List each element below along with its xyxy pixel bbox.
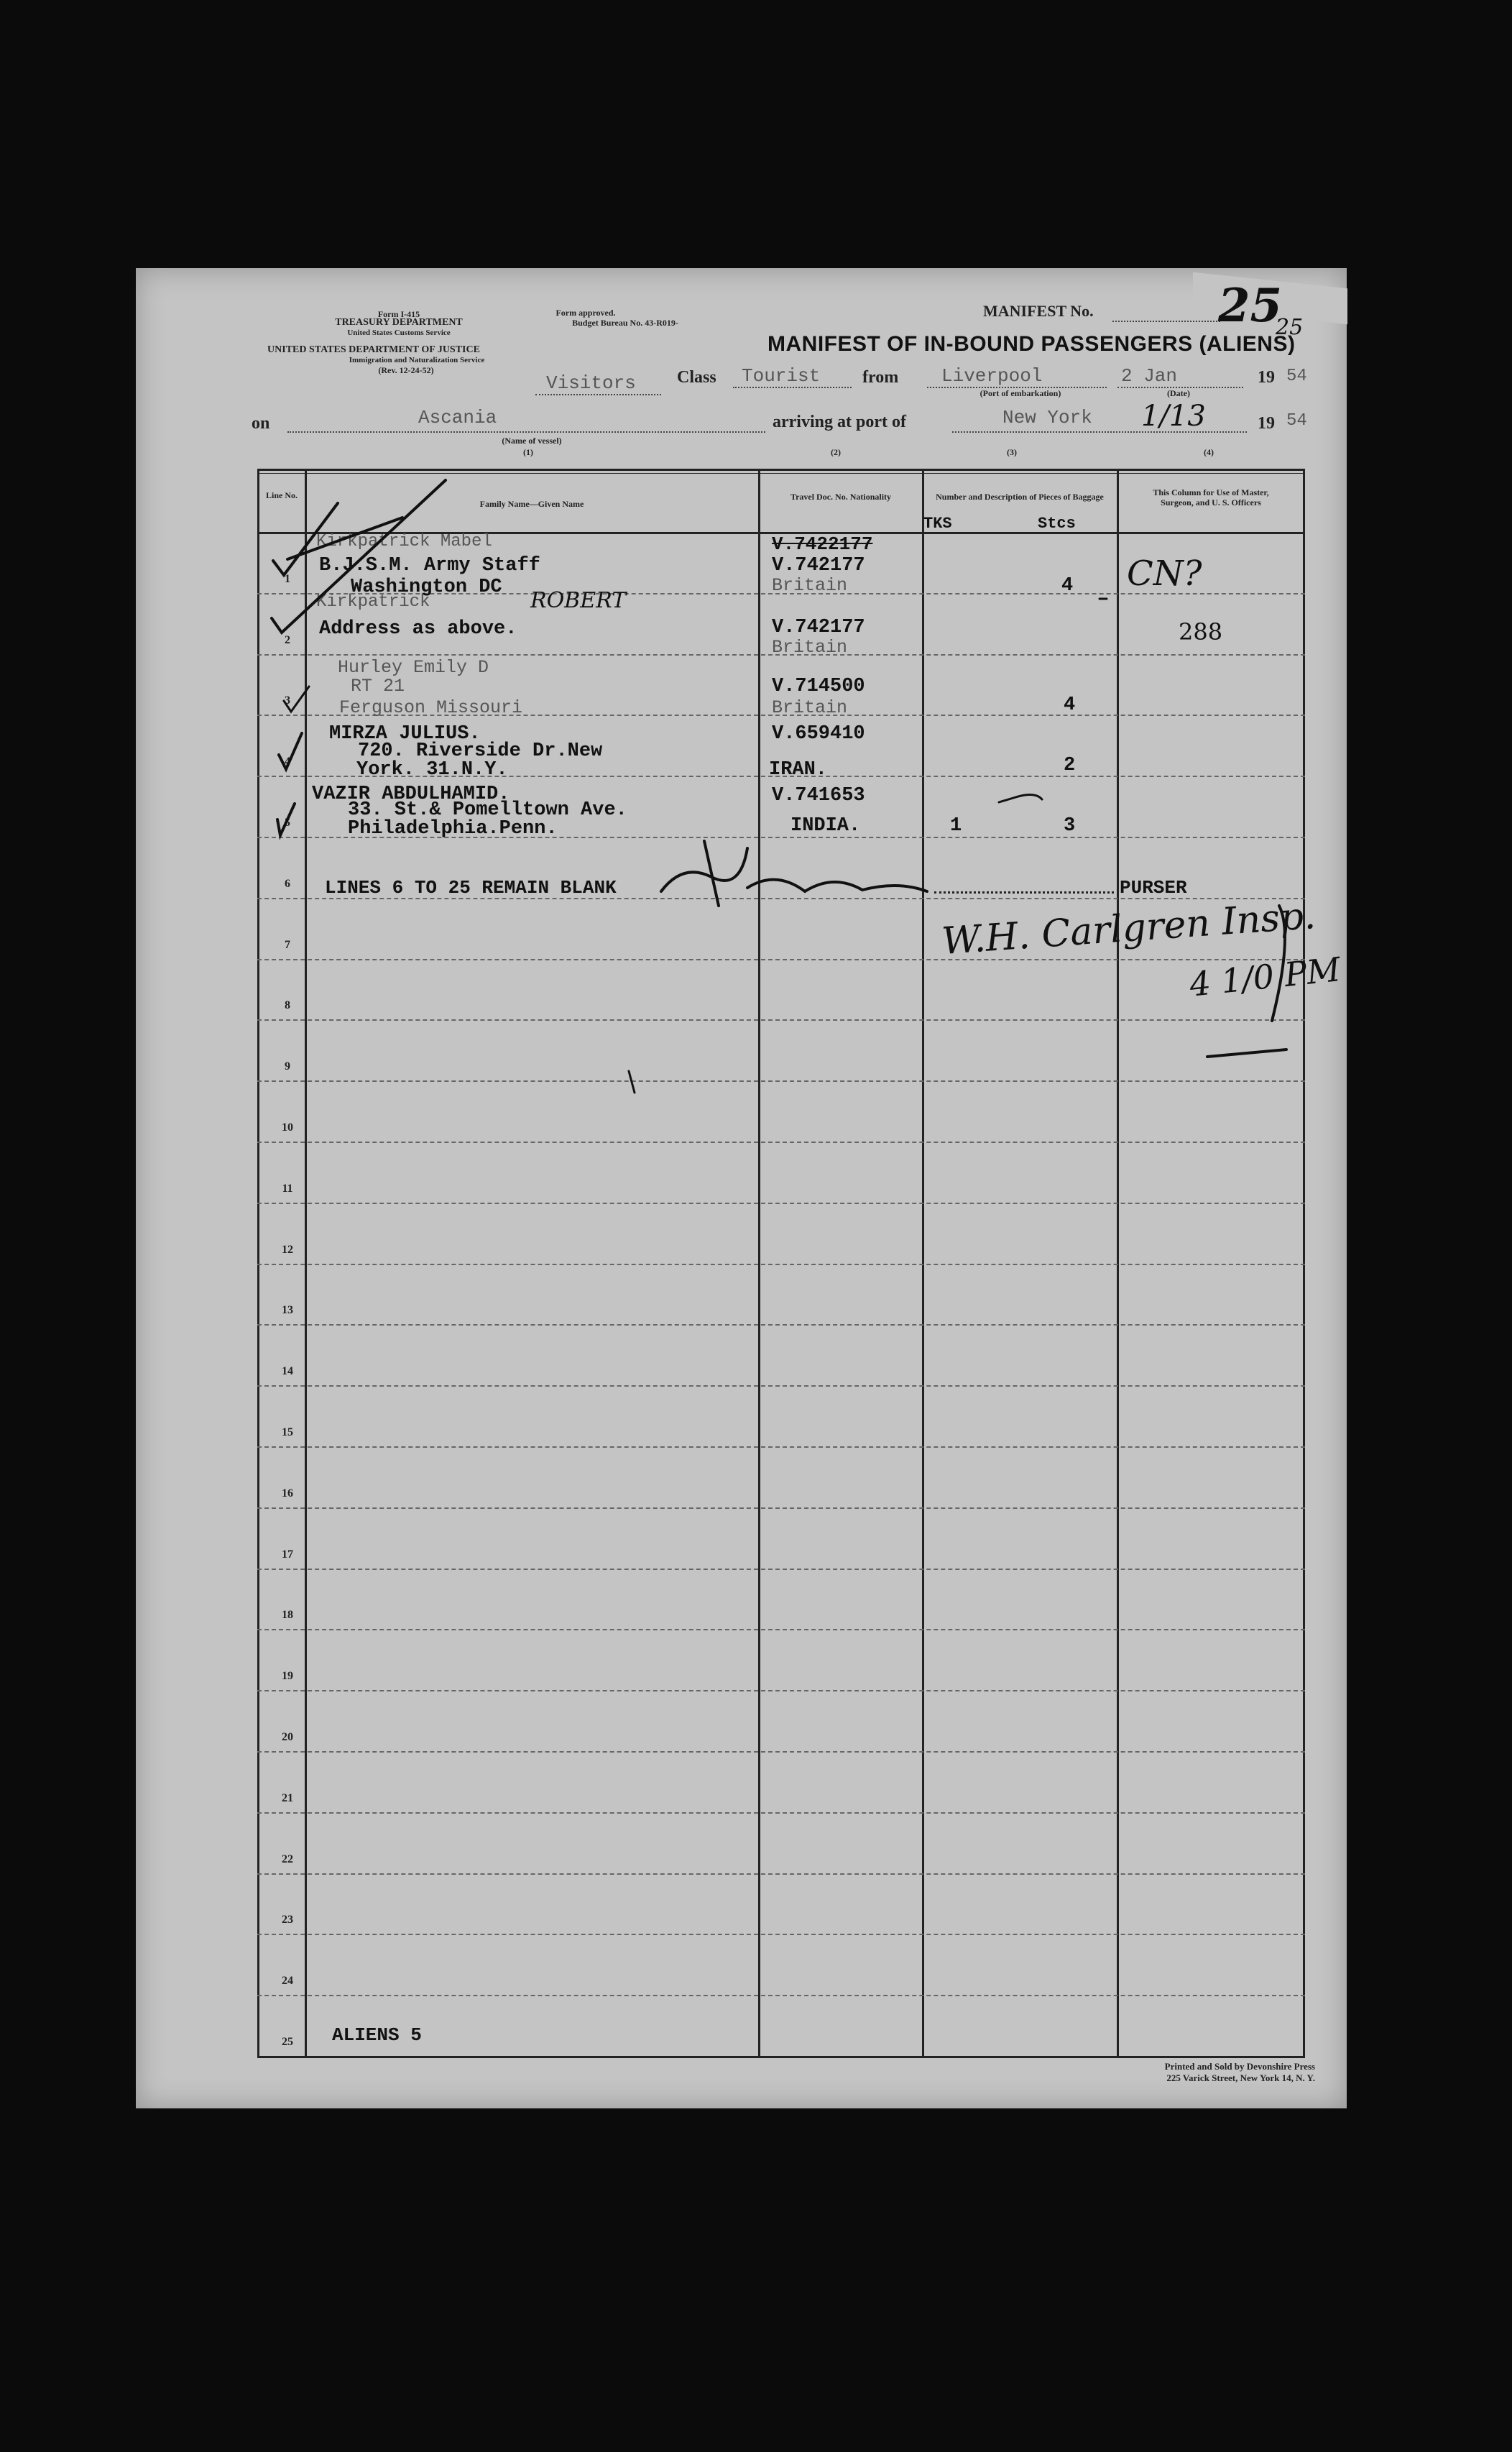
table-top-border-2 xyxy=(257,473,1305,474)
budget-bureau: Budget Bureau No. 43-R019- xyxy=(572,318,678,328)
baggage-col-num: (3) xyxy=(1007,447,1017,457)
row-divider xyxy=(257,1995,1305,1996)
row-number: 24 xyxy=(282,1975,293,1988)
row-number: 12 xyxy=(282,1243,293,1256)
purser-label: PURSER xyxy=(1120,877,1187,899)
row-number: 17 xyxy=(282,1548,293,1561)
entry5-nationality: INDIA. xyxy=(790,815,861,837)
entry2-struck-name: Kirkpatrick xyxy=(316,592,430,612)
row-number: 5 xyxy=(285,817,290,829)
row-number: 2 xyxy=(285,633,290,646)
row-number: 18 xyxy=(282,1609,293,1622)
row-number: 7 xyxy=(285,938,290,951)
entry4-nationality: IRAN. xyxy=(769,759,828,781)
entry1-doc: V.742177 xyxy=(772,555,865,577)
printer-line1: Printed and Sold by Devonshire Press xyxy=(1164,2061,1315,2072)
form-approved: Form approved. xyxy=(556,308,616,318)
row-divider xyxy=(257,1080,1305,1082)
manifest-no-small: 25 xyxy=(1276,315,1304,340)
visitors-line xyxy=(535,394,661,395)
row-number: 6 xyxy=(285,877,290,890)
arrival-date: 1/13 xyxy=(1141,400,1206,433)
entry5-name-line1: VAZIR ABDULHAMID. xyxy=(312,784,510,805)
row-divider xyxy=(257,1569,1305,1570)
header-name: Family Name—Given Name xyxy=(479,499,584,509)
treasury-dept: TREASURY DEPARTMENT xyxy=(335,317,463,328)
row-divider xyxy=(257,1264,1305,1265)
row-divider xyxy=(257,1203,1305,1204)
visitors-value: Visitors xyxy=(546,372,636,394)
row-number: 4 xyxy=(285,756,290,768)
form-id: Form I-415 xyxy=(377,309,420,319)
lines-blank-note: LINES 6 TO 25 REMAIN BLANK xyxy=(325,877,617,899)
vessel-num: (1) xyxy=(523,447,533,457)
entry3-baggage: 4 xyxy=(1064,694,1076,716)
row-divider xyxy=(257,1019,1305,1021)
vessel-name: Ascania xyxy=(418,407,497,428)
entry1-name-line2: Washington DC xyxy=(351,577,502,598)
header-baggage: Number and Description of Pieces of Baggage xyxy=(936,492,1104,502)
entry3-name-line2: RT 21 xyxy=(351,676,405,697)
entry1-nationality: Britain xyxy=(772,575,848,596)
header-travel: Travel Doc. No. Nationality xyxy=(790,492,892,502)
class-label: Class xyxy=(677,368,716,387)
year: 54 xyxy=(1286,367,1307,386)
row-number: 1 xyxy=(285,572,290,585)
arrival-port: New York xyxy=(1002,407,1092,428)
row-number: 25 xyxy=(282,2036,293,2048)
table-bottom-border xyxy=(257,2056,1305,2058)
header-stcs: Stcs xyxy=(1038,515,1076,533)
aliens-total: ALIENS 5 xyxy=(332,2024,422,2046)
header-line-no: Line No. xyxy=(265,490,298,500)
row-divider xyxy=(257,1690,1305,1691)
arrival-line xyxy=(952,431,1247,433)
entry5-baggage: 3 xyxy=(1064,815,1076,837)
year2: 54 xyxy=(1286,411,1307,431)
row-divider xyxy=(257,1751,1305,1753)
entry5-name-line3: Philadelphia.Penn. xyxy=(348,818,558,840)
row-divider xyxy=(257,1446,1305,1448)
entry2-doc: V.742177 xyxy=(772,617,865,638)
entry4-baggage: 2 xyxy=(1064,755,1076,776)
entry5-name-line2: 33. St.& Pomelltown Ave. xyxy=(348,799,627,821)
class-line xyxy=(733,387,852,388)
row-divider xyxy=(257,1934,1305,1935)
entry4-name-line3: York. 31.N.Y. xyxy=(356,759,508,781)
entry3-doc: V.714500 xyxy=(772,676,865,697)
date-caption: (Date) xyxy=(1167,388,1190,398)
embark-date: 2 Jan xyxy=(1121,365,1178,387)
table-top-border xyxy=(257,469,1305,471)
travel-col-num: (2) xyxy=(831,447,841,457)
entry1-remark: CN? xyxy=(1127,554,1202,594)
revision: (Rev. 12-24-52) xyxy=(378,365,434,375)
entry2-remark: 288 xyxy=(1179,618,1223,646)
entry3-name-line3: Ferguson Missouri xyxy=(339,697,523,718)
entry3-name-line1: Hurley Emily D xyxy=(338,657,489,678)
row-divider xyxy=(257,959,1305,960)
class-value: Tourist xyxy=(742,365,821,387)
row-divider xyxy=(257,1507,1305,1509)
inspector-signature: W.H. Carlgren Insp. xyxy=(940,894,1317,964)
entry2-given-handwritten: ROBERT xyxy=(530,588,627,613)
row-divider xyxy=(257,1629,1305,1630)
row-number: 16 xyxy=(282,1487,293,1500)
manifest-no-line xyxy=(1112,321,1220,322)
year-prefix: 19 xyxy=(1258,368,1275,387)
row-number: 11 xyxy=(282,1182,293,1195)
entry1-struck-name: Kirkpatrick Mabel xyxy=(316,532,492,551)
port-embarkation: Liverpool xyxy=(941,365,1043,387)
purser-dotted-leader xyxy=(934,891,1114,894)
row-number: 21 xyxy=(282,1791,293,1804)
row-divider xyxy=(257,1324,1305,1326)
entry4-name-line1: MIRZA JULIUS. xyxy=(329,723,481,745)
header-officers: This Column for Use of Master, Surgeon, and U. S. Officers xyxy=(1153,487,1269,508)
customs-service: United States Customs Service xyxy=(347,329,451,337)
vessel-line xyxy=(287,431,765,433)
entry1-doc-struck: V.7422177 xyxy=(772,533,873,555)
vessel-caption: (Name of vessel) xyxy=(502,436,562,446)
row-number: 3 xyxy=(285,694,290,707)
on-label: on xyxy=(252,414,270,433)
row-divider xyxy=(257,1873,1305,1875)
entry1-name-line1: B.J.S.M. Army Staff xyxy=(319,555,540,577)
header-tks: TKS xyxy=(923,515,952,533)
row-divider xyxy=(257,1385,1305,1387)
row-number: 20 xyxy=(282,1731,293,1743)
row-number: 23 xyxy=(282,1914,293,1927)
arrival-time-note: 4 1/0 PM xyxy=(1187,950,1342,1004)
year2-prefix: 19 xyxy=(1258,414,1275,433)
from-label: from xyxy=(862,368,899,387)
arriving-label: arriving at port of xyxy=(773,413,906,431)
entry4-name-line2: 720. Riverside Dr.New xyxy=(358,740,603,762)
manifest-title: MANIFEST OF IN-BOUND PASSENGERS (ALIENS) xyxy=(767,332,1296,356)
port-caption: (Port of embarkation) xyxy=(979,388,1061,398)
row-number: 10 xyxy=(282,1121,293,1134)
row-divider xyxy=(257,1812,1305,1814)
entry2-nationality: Britain xyxy=(772,637,848,658)
entry3-nationality: Britain xyxy=(772,697,848,718)
row-number: 19 xyxy=(282,1670,293,1683)
printer-line2: 225 Varick Street, New York 14, N. Y. xyxy=(1166,2072,1315,2083)
justice-dept: UNITED STATES DEPARTMENT OF JUSTICE xyxy=(267,344,480,355)
entry5-doc: V.741653 xyxy=(772,785,865,807)
row-number: 8 xyxy=(285,999,290,1012)
row-number: 14 xyxy=(282,1365,293,1378)
ins-service: Immigration and Naturalization Service xyxy=(349,356,485,364)
row-number: 13 xyxy=(282,1304,293,1317)
manifest-no-label: MANIFEST No. xyxy=(983,302,1094,320)
entry4-doc: V.659410 xyxy=(772,723,865,745)
entry5-tks: 1 xyxy=(950,815,962,837)
row-divider xyxy=(257,1142,1305,1143)
row-number: 15 xyxy=(282,1426,293,1438)
entry1-baggage: 4 xyxy=(1061,575,1074,597)
officers-col-num: (4) xyxy=(1204,447,1214,457)
entry2-name-line1: Address as above. xyxy=(319,618,517,640)
manifest-no-handwritten: 25 xyxy=(1218,279,1283,333)
row-number: 9 xyxy=(285,1060,290,1073)
row-number: 22 xyxy=(282,1852,293,1865)
